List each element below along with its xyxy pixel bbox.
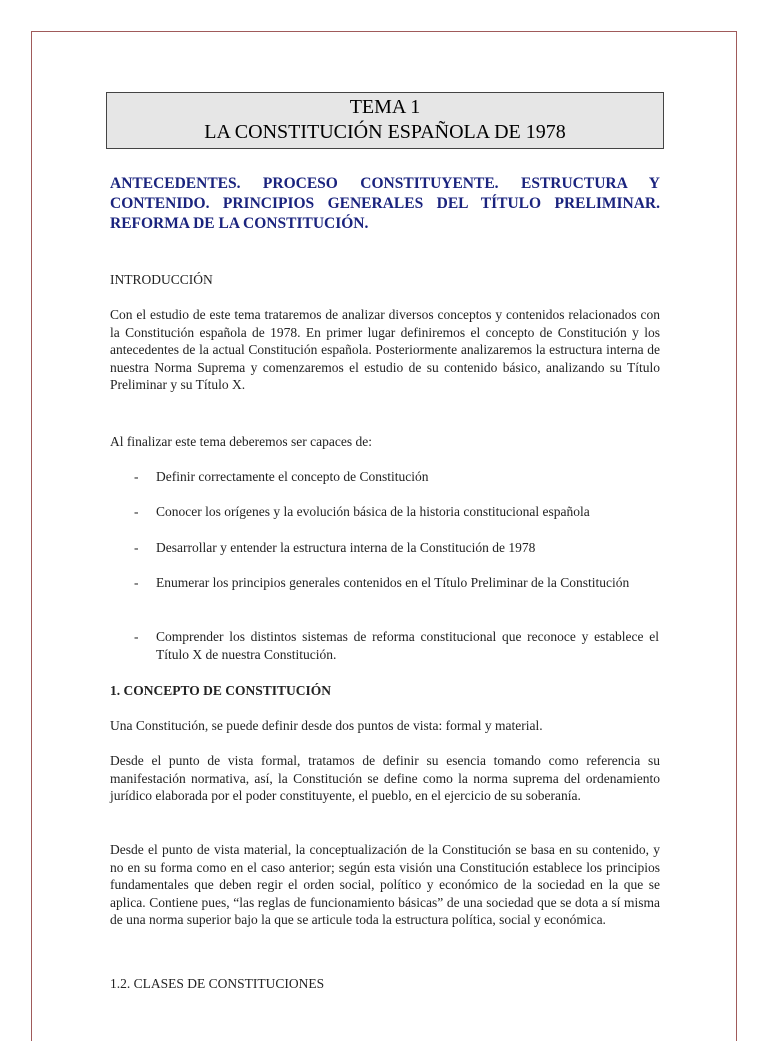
goal-item: Comprender los distintos sistemas de reforma constitucional que reconoce y establece el Título X de nuestra Constitución. bbox=[156, 629, 659, 662]
section-1-paragraph-1: Una Constitución, se puede definir desde dos puntos de vista: formal y material. bbox=[110, 718, 543, 733]
section-1-paragraph-3: Desde el punto de vista material, la conceptualización de la Constitución se basa en su contenido, y no en su forma como en el caso anterior; según esta visión una Constitución establece los principios fundamentales que deben regir el orden social, político y económico de la sociedad en la que se aplica. Contiene pues, “las reglas de funcionamiento básicas” de una sociedad que se dota a sí misma de una norma superior bajo la que se articule toda la estructura política, social y económica. bbox=[110, 842, 660, 927]
goals-lead: Al finalizar este tema deberemos ser capaces de: bbox=[110, 434, 372, 449]
topic-subtitle: ANTECEDENTES. PROCESO CONSTITUYENTE. ESTRUCTURA Y CONTENIDO. PRINCIPIOS GENERALES DEL TÍTULO PRELIMINAR. REFORMA DE LA CONSTITUCIÓN. bbox=[110, 175, 660, 232]
bullet-marker: - bbox=[134, 540, 139, 555]
intro-heading: INTRODUCCIÓN bbox=[110, 272, 213, 287]
section-1-heading: 1. CONCEPTO DE CONSTITUCIÓN bbox=[110, 683, 332, 698]
section-1-2-heading: 1.2. CLASES DE CONSTITUCIONES bbox=[110, 976, 325, 991]
bullet-marker: - bbox=[134, 504, 139, 519]
title-line-1: TEMA 1 bbox=[349, 96, 421, 118]
bullet-marker: - bbox=[134, 575, 139, 590]
goal-item: Conocer los orígenes y la evolución básica de la historia constitucional española bbox=[156, 504, 590, 519]
title-line-2: LA CONSTITUCIÓN ESPAÑOLA DE 1978 bbox=[204, 121, 566, 143]
section-1-paragraph-2: Desde el punto de vista formal, tratamos de definir su esencia tomando como referencia su manifestación normativa, así, la Constitución se define como la norma suprema del ordenamiento jurídico elaborada por el poder constituyente, el pueblo, en el ejercicio de su soberanía. bbox=[110, 753, 660, 803]
goal-item: Desarrollar y entender la estructura interna de la Constitución de 1978 bbox=[156, 540, 536, 555]
bullet-marker: - bbox=[134, 629, 139, 644]
goal-item: Definir correctamente el concepto de Constitución bbox=[156, 469, 429, 484]
goal-item: Enumerar los principios generales contenidos en el Título Preliminar de la Constitución bbox=[156, 575, 630, 590]
intro-paragraph: Con el estudio de este tema trataremos de analizar diversos conceptos y contenidos relacionados con la Constitución española de 1978. En primer lugar definiremos el concepto de Constitución y los antecedentes de la actual Constitución española. Posteriormente analizaremos la estructura interna de nuestra Norma Suprema y comenzaremos el estudio de su contenido básico, analizando su Título Preliminar y su Título X. bbox=[110, 307, 660, 392]
bullet-marker: - bbox=[134, 469, 139, 484]
title-box bbox=[106, 92, 664, 149]
